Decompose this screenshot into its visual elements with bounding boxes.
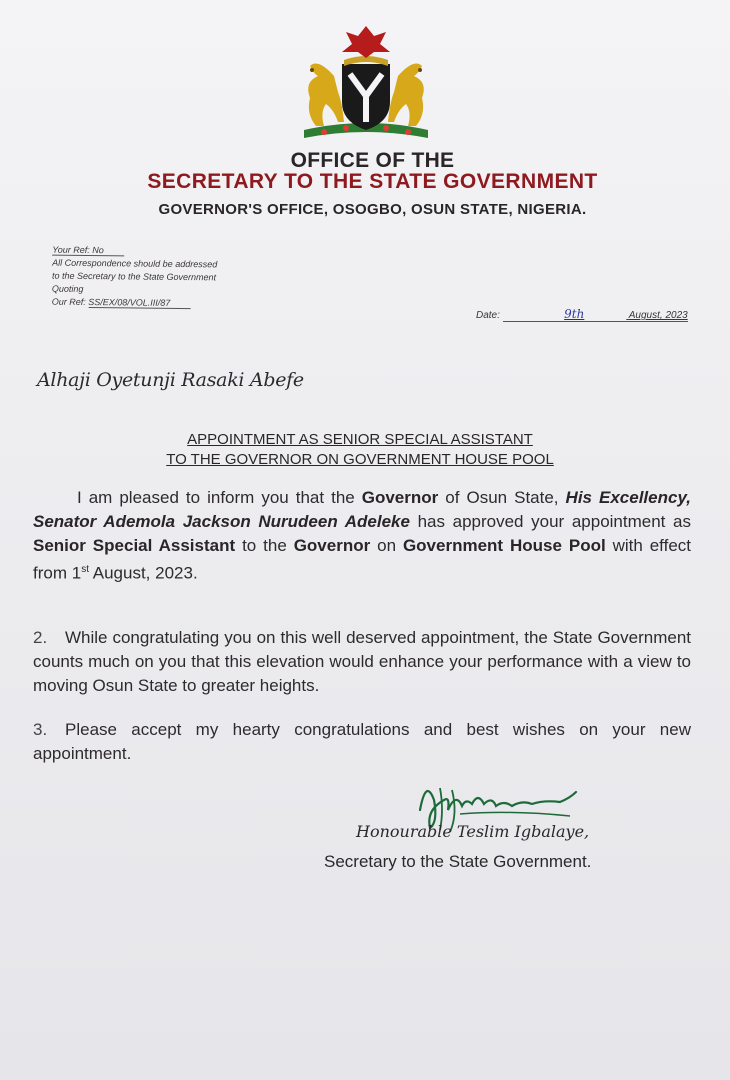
letterhead-title: SECRETARY TO THE STATE GOVERNMENT <box>147 170 598 193</box>
ref-note-3: Quoting <box>51 283 84 294</box>
reference-block <box>52 244 313 312</box>
p3-number: 3. <box>33 720 48 739</box>
letterhead-address: GOVERNOR'S OFFICE, OSOGBO, OSUN STATE, NIGERIA. <box>158 201 587 218</box>
ref-note-2: to the Secretary to the State Government <box>51 270 217 283</box>
paragraph-1 <box>33 486 691 586</box>
p1-governor: Governor <box>361 488 439 507</box>
date-block <box>476 307 704 322</box>
signatory-title: Secretary to the State Government. <box>324 852 592 871</box>
p1-text-f: with effect from 1 <box>33 536 692 583</box>
p1-text-d: to the <box>235 536 294 555</box>
your-ref: Your Ref: No <box>52 245 124 257</box>
paragraph-2 <box>33 626 691 698</box>
subject-line-2: TO THE GOVERNOR ON GOVERNMENT HOUSE POOL <box>166 451 554 468</box>
date-day: 9th <box>564 307 585 321</box>
p3-text: Please accept my hearty congratulations and best wishes on your new appointment. <box>33 720 691 763</box>
signatory-name: Honourable Teslim Igbalaye, <box>356 822 590 841</box>
subject-heading <box>0 430 720 470</box>
ref-note-1: All Correspondence should be addressed <box>52 257 218 270</box>
p2-text: While congratulating you on this well deserved appointment, the State Government counts much on you that this elevation would enhance your performance with a view to moving Osun State to greater heights. <box>33 628 691 695</box>
p1-text-g: August, 2023. <box>88 563 198 583</box>
p1-pool: Government House Pool <box>402 536 606 555</box>
subject-line-1: APPOINTMENT AS SENIOR SPECIAL ASSISTANT <box>187 431 533 448</box>
recipient-name: Alhaji Oyetunji Rasaki Abefe <box>37 369 304 391</box>
paragraph-3 <box>33 718 691 766</box>
p2-number: 2. <box>33 628 48 647</box>
p1-governor-2: Governor <box>293 536 371 555</box>
p1-text-a: I am pleased to inform you that the <box>77 488 362 507</box>
p1-text-e: on <box>370 536 403 555</box>
our-ref-value: SS/EX/08/VOL.III/87 <box>88 297 190 309</box>
p1-text-b: of Osun State, <box>438 488 566 507</box>
p1-sup: st <box>81 564 89 575</box>
letterhead-office: OFFICE OF THE <box>290 149 455 172</box>
date-label: Date: <box>476 310 500 321</box>
date-month-year: August, 2023 <box>628 310 688 321</box>
p1-text-c: has approved your appointment as <box>409 512 691 531</box>
p1-role: Senior Special Assistant <box>33 536 236 555</box>
p1-excellency: His Excellency, Senator Ademola Jackson Nurudeen Adeleke <box>33 488 691 531</box>
coat-of-arms-icon <box>294 18 438 140</box>
our-ref-label: Our Ref: <box>51 296 86 307</box>
